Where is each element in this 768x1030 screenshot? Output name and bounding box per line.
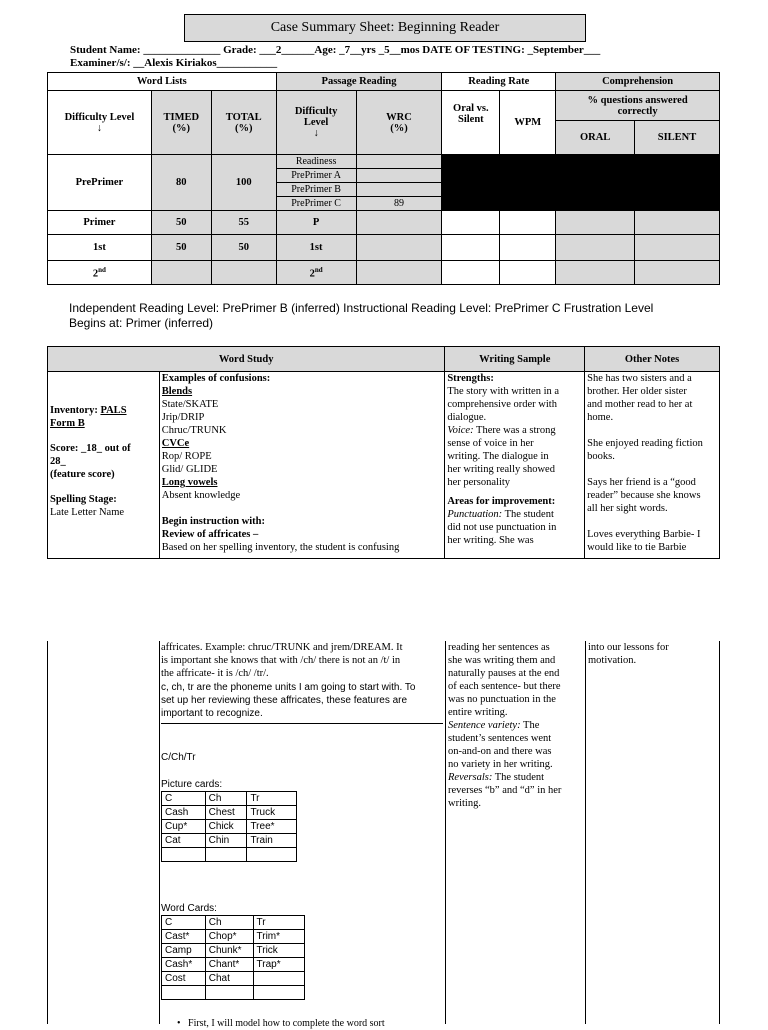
assessment-table: [47, 72, 720, 285]
writing-sample-cell: Strengths: The story with written in a comprehensive order with dialogue. Voice: There was a strong sense of voice in her writing. The dialogue in her writing really showed her personality Areas for improvement: Punctuation: The student did not use punctuation in her writing. She was: [445, 372, 585, 559]
column-header: Ch: [205, 792, 247, 806]
table-row: [48, 155, 720, 211]
table-row: [162, 792, 297, 806]
table-row: [162, 806, 297, 820]
card-cell: [205, 848, 247, 862]
table-row: [162, 986, 305, 1000]
column-header: Tr: [253, 916, 304, 930]
down-arrow-icon: ↓: [96, 122, 103, 134]
card-cell: Cup*: [162, 820, 206, 834]
level-preprimer-a: PrePrimer A: [277, 169, 356, 183]
continuation-page: [47, 641, 720, 1029]
col-difficulty-level: Difficulty Level ↓: [48, 91, 152, 155]
other-notes-continued: into our lessons for motivation.: [588, 642, 669, 666]
card-cell: Cat: [162, 834, 206, 848]
col-total: TOTAL (%): [211, 91, 276, 155]
row-level: PrePrimer: [48, 155, 152, 211]
table-row: [162, 972, 305, 986]
group-passage-reading: Passage Reading: [276, 73, 442, 91]
down-arrow-icon: ↓: [313, 128, 319, 139]
col-comp-percent: % questions answered correctly: [556, 91, 720, 121]
col-oral-vs-silent: Oral vs. Silent: [442, 91, 500, 155]
col-wrc: WRC (%): [356, 91, 442, 155]
card-cell: Trim*: [253, 930, 304, 944]
card-cell: Cash: [162, 806, 206, 820]
word-cards-table: [161, 915, 305, 1000]
card-cell: Tree*: [247, 820, 297, 834]
group-comprehension: Comprehension: [556, 73, 720, 91]
group-word-lists: Word Lists: [48, 73, 277, 91]
page-title: Case Summary Sheet: Beginning Reader: [184, 14, 586, 42]
card-cell: Chin: [205, 834, 247, 848]
card-cell: [253, 986, 304, 1000]
table-row: [162, 944, 305, 958]
table-row: [162, 930, 305, 944]
sort-title: C/Ch/Tr: [161, 752, 196, 763]
preprimer-wrc: [356, 155, 442, 211]
inventory-cell: Inventory: PALS Form B Score: _18_ out of 28_ (feature score) Spelling Stage: Late Letter Name: [48, 372, 160, 559]
header-other-notes: Other Notes: [585, 347, 720, 372]
col-wpm: WPM: [500, 91, 556, 155]
wrc-value: 89: [393, 198, 404, 209]
level-preprimer-b: PrePrimer B: [277, 183, 356, 197]
col-passage-level: Difficulty Level ↓: [276, 91, 356, 155]
other-notes-cell: She has two sisters and a brother. Her older sister and mother read to her at home. She enjoyed reading fiction books. Says her friend is a “good reader” because she knows all her sight words. Loves everything Barbie- I would like to tie Barbie: [585, 372, 720, 559]
card-cell: Trick: [253, 944, 304, 958]
confusions-cell: Examples of confusions: Blends State/SKATE Jrip/DRIP Chruc/TRUNK CVCe Rop/ ROPE Glid/ GLIDE Long vowels Absent knowledge Begin instruction with: Review of affricates – Based on her spelling inventory, the student is confusing: [159, 372, 445, 559]
level-readiness: Readiness: [277, 155, 356, 169]
card-cell: Cast*: [162, 930, 206, 944]
header-writing-sample: Writing Sample: [445, 347, 585, 372]
col-comp-silent: SILENT: [635, 121, 720, 155]
card-cell: Chunk*: [205, 944, 253, 958]
group-reading-rate: Reading Rate: [442, 73, 556, 91]
card-cell: Chant*: [205, 958, 253, 972]
writing-sample-continued: reading her sentences as she was writing them and naturally pauses at the end of each sentence- but there was no punctuation in the entire writing. Sentence variety: The student’s sentences went on-and-on and there was no variety in her writing. Reversals: The student reverses “b” and “d” in her writing.: [448, 642, 562, 809]
word-cards-label: Word Cards:: [161, 903, 217, 914]
word-study-table: [47, 346, 720, 559]
word-study-continued: affricates. Example: chruc/TRUNK and jrem/DREAM. It is important she knows that with /ch/ there is not an /t/ in the affricate- it is /ch/ /tr/. c, ch, tr are the phoneme units I am going to start with. To set up her reviewing these affricates, these features are important to recognize. C/Ch/Tr Picture cards: C Ch Tr Cash Chest Truck Cup* Chick Tree* Cat Chin Train Word Cards: C Ch Tr Cast* Chop* Trim* Camp Chunk* Trick Cash* Chant* Trap* Cost Chat • First, I will model how to complete the word sort: [161, 641, 443, 1000]
card-cell: [162, 986, 206, 1000]
row-timed: 80: [151, 155, 211, 211]
card-cell: Truck: [247, 806, 297, 820]
card-cell: Chop*: [205, 930, 253, 944]
card-cell: Chest: [205, 806, 247, 820]
card-cell: Cost: [162, 972, 206, 986]
col-timed: TIMED (%): [151, 91, 211, 155]
card-cell: Chat: [205, 972, 253, 986]
table-row: [162, 958, 305, 972]
level-preprimer-c: PrePrimer C: [291, 198, 341, 209]
table-row: 2nd 2nd: [48, 261, 720, 285]
card-cell: Train: [247, 834, 297, 848]
card-cell: [205, 986, 253, 1000]
card-cell: Trap*: [253, 958, 304, 972]
col-comp-oral: ORAL: [556, 121, 635, 155]
table-row: [162, 834, 297, 848]
card-cell: [253, 972, 304, 986]
card-cell: Cash*: [162, 958, 206, 972]
column-header: Tr: [247, 792, 297, 806]
student-info-line: Student Name: ______________ Grade: ___2______Age: _7__yrs _5__mos DATE OF TESTING: _September___: [70, 44, 601, 56]
card-cell: [162, 848, 206, 862]
table-row: Primer 50 55 P: [48, 211, 720, 235]
preprimer-levels: [276, 155, 356, 211]
picture-cards-table: [161, 791, 297, 862]
picture-cards-label: Picture cards:: [161, 779, 223, 790]
table-row: [162, 820, 297, 834]
bullet-item: • First, I will model how to complete the word sort: [177, 1018, 385, 1029]
column-header: Ch: [205, 916, 253, 930]
card-cell: Camp: [162, 944, 206, 958]
table-row: 1st 50 50 1st: [48, 235, 720, 261]
card-cell: [247, 848, 297, 862]
table-row: [162, 916, 305, 930]
header-word-study: Word Study: [48, 347, 445, 372]
reading-levels-summary: Independent Reading Level: PrePrimer B (inferred) Instructional Reading Level: PrePrimer C Frustration Level Begins at: Primer (inferred): [69, 301, 654, 330]
column-header: C: [162, 916, 206, 930]
column-header: C: [162, 792, 206, 806]
table-row: [162, 848, 297, 862]
row-total: 100: [211, 155, 276, 211]
card-cell: Chick: [205, 820, 247, 834]
examiner-line: Examiner/s/: __Alexis Kiriakos___________: [70, 57, 278, 69]
